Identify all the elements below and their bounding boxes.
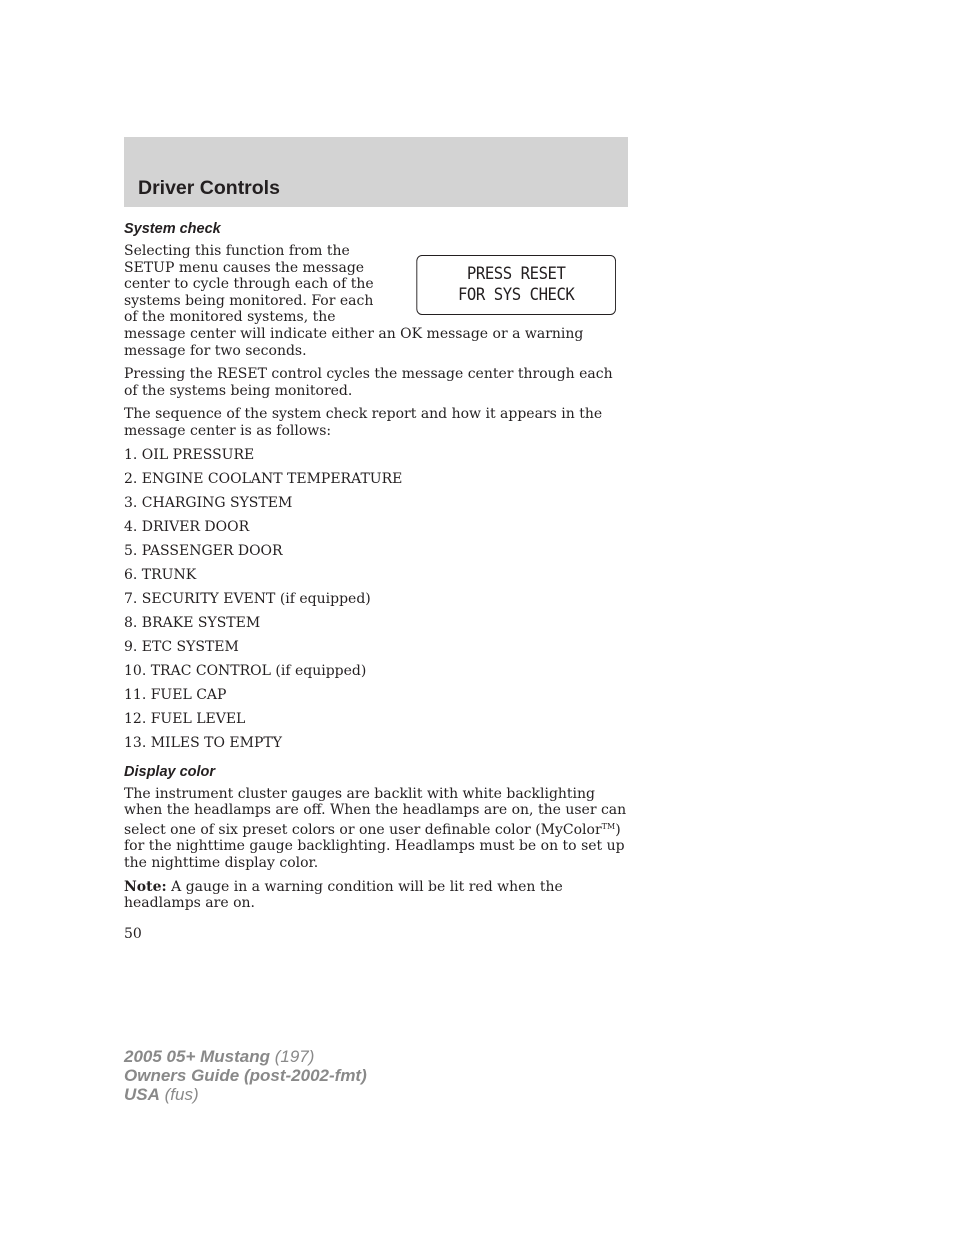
section-title: Driver Controls [138, 177, 280, 199]
system-check-paragraph-3: The sequence of the system check report and how it appears in the message center is as follows: [124, 406, 603, 439]
list-item: 9. ETC SYSTEM [124, 638, 239, 655]
list-item: 8. BRAKE SYSTEM [124, 614, 261, 631]
note-label: Note: [124, 878, 167, 895]
display-color-heading: Display color [124, 763, 216, 780]
display-line-2: FOR SYS CHECK [457, 285, 575, 305]
section-header-band [124, 137, 628, 207]
list-item: 12. FUEL LEVEL [124, 710, 246, 727]
footer-line-3 [124, 1085, 367, 1104]
system-check-list [124, 447, 628, 759]
footer-model: 2005 05+ Mustang [124, 1047, 270, 1066]
footer-market: USA [124, 1085, 160, 1104]
footer-market-code: (fus) [159, 1085, 199, 1104]
list-item: 10. TRAC CONTROL (if equipped) [124, 662, 367, 679]
page-content [124, 219, 628, 919]
list-item: 5. PASSENGER DOOR [124, 542, 283, 559]
footer-line-2: Owners Guide (post-2002-fmt) [124, 1066, 367, 1085]
display-color-paragraph [124, 786, 628, 872]
list-item: 4. DRIVER DOOR [124, 518, 250, 535]
list-item: 11. FUEL CAP [124, 686, 227, 703]
display-color-text-after: ) for the nighttime gauge backlighting. Headlamps must be on to set up the nighttime display color. [124, 821, 625, 871]
note-paragraph [124, 879, 628, 912]
document-footer [124, 1047, 367, 1104]
list-item: 13. MILES TO EMPTY [124, 734, 282, 751]
list-item: 2. ENGINE COOLANT TEMPERATURE [124, 470, 403, 487]
system-check-paragraph-1: Selecting this function from the SETUP menu causes the message center to cycle through each of the systems being monitored. For each of the monitored systems, the message center will indicate either an OK message or a warning message for two seconds. [124, 243, 584, 359]
list-item: 7. SECURITY EVENT (if equipped) [124, 590, 371, 607]
footer-line-1 [124, 1047, 367, 1066]
list-item: 1. OIL PRESSURE [124, 446, 255, 463]
message-center-display [416, 255, 616, 315]
footer-model-code: (197) [270, 1047, 315, 1066]
system-check-heading: System check [124, 221, 221, 237]
display-line-1: PRESS RESET [466, 264, 566, 284]
list-item: 3. CHARGING SYSTEM [124, 494, 293, 511]
list-item: 6. TRUNK [124, 566, 197, 583]
system-check-paragraph-2: Pressing the RESET control cycles the message center through each of the systems being monitored. [124, 366, 613, 399]
page-number: 50 [124, 926, 142, 942]
display-color-text-before: The instrument cluster gauges are backlit with white backlighting when the headlamps are off. When the headlamps are on, the user can select one of six preset colors or one user definable color (MyColor [124, 785, 627, 838]
trademark-mark: TM [601, 821, 616, 831]
note-text: A gauge in a warning condition will be lit red when the headlamps are on. [124, 878, 563, 912]
